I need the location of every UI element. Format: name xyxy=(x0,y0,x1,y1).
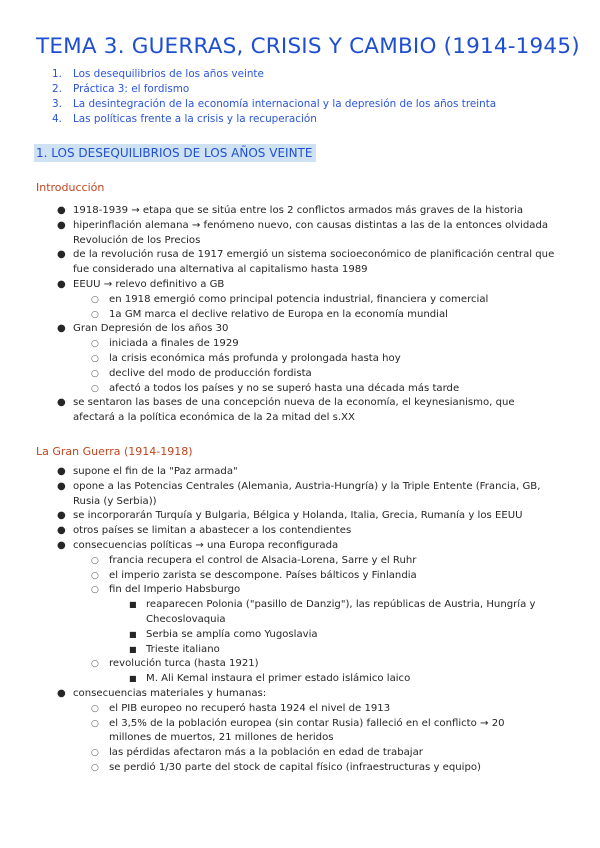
toc-number: 1. xyxy=(52,68,62,80)
bullet-square-icon: ■ xyxy=(129,674,137,684)
list-item-continuation: Revolución de los Precios xyxy=(73,234,201,246)
bullet-circle-icon: ○ xyxy=(91,703,99,714)
toc-number: 3. xyxy=(52,98,62,110)
toc-number: 4. xyxy=(52,113,62,125)
list-item-continuation: Rusia (y Serbia)) xyxy=(73,495,157,507)
section-heading: 1. LOS DESEQUILIBRIOS DE LOS AÑOS VEINTE xyxy=(34,144,316,162)
bullet-circle-icon: ○ xyxy=(91,555,99,566)
bullet-square-icon: ■ xyxy=(129,629,137,639)
bullet-circle-icon: ○ xyxy=(91,585,99,596)
toc-label: Práctica 3: el fordismo xyxy=(73,83,190,95)
table-of-contents xyxy=(52,67,496,127)
bullet-disc-icon: ● xyxy=(57,510,66,522)
list-item: ○ iniciada a finales de 1929 xyxy=(36,337,556,352)
list-item-continuation: afectará a la política económica de la 2a mitad del s.XX xyxy=(73,412,355,424)
list-item: ○ las pérdidas afectaron más a la población en edad de trabajar xyxy=(36,746,556,761)
list-item: ○ 1a GM marca el declive relativo de Europa en la economía mundial xyxy=(36,308,556,323)
list-item: ● de la revolución rusa de 1917 emergió un sistema socioeconómico de planificación central que xyxy=(36,248,556,263)
list-item: ● opone a las Potencias Centrales (Alemania, Austria-Hungría) y la Triple Entente (Francia, GB, xyxy=(36,480,556,495)
bullet-disc-icon: ● xyxy=(57,687,66,699)
list-item: ● se sentaron las bases de una concepción nueva de la economía, el keynesianismo, que xyxy=(36,396,556,411)
bullet-circle-icon: ○ xyxy=(91,718,99,729)
list-item-continuation: fue considerado una alternativa al capitalismo hasta 1989 xyxy=(73,264,368,276)
bullet-circle-icon: ○ xyxy=(91,294,99,305)
bullet-disc-icon: ● xyxy=(57,525,66,537)
list-item: ○ se perdió 1/30 parte del stock de capital físico (infraestructuras y equipo) xyxy=(36,761,556,776)
list-item-continuation: Checoslovaquia xyxy=(146,613,226,625)
toc-label: La desintegración de la economía internacional y la depresión de los años treinta xyxy=(73,98,497,110)
bullet-disc-icon: ● xyxy=(57,219,66,231)
toc-label: Las políticas frente a la crisis y la recuperación xyxy=(73,113,317,125)
list-item: ○ revolución turca (hasta 1921) xyxy=(36,657,556,672)
list-item: ● otros países se limitan a abastecer a los contendientes xyxy=(36,524,556,539)
bullet-circle-icon: ○ xyxy=(91,383,99,394)
list-item: ○ declive del modo de producción fordista xyxy=(36,367,556,382)
list-item: ● supone el fin de la "Paz armada" xyxy=(36,465,556,480)
bullet-disc-icon: ● xyxy=(57,205,66,216)
list-item: ○ la crisis económica más profunda y prolongada hasta hoy xyxy=(36,352,556,367)
bullet-disc-icon: ● xyxy=(57,278,66,290)
list-item: ○ el imperio zarista se descompone. Países bálticos y Finlandia xyxy=(36,569,556,584)
list-item: ○ en 1918 emergió como principal potencia industrial, financiera y comercial xyxy=(36,293,556,308)
toc-item xyxy=(52,112,496,127)
toc-item xyxy=(52,82,496,97)
list-item: ■ reaparecen Polonia ("pasillo de Danzig"), las repúblicas de Austria, Hungría y xyxy=(36,598,556,613)
list-item: ○ francia recupera el control de Alsacia-Lorena, Sarre y el Ruhr xyxy=(36,554,556,569)
list-item: ● Gran Depresión de los años 30 xyxy=(36,322,556,337)
toc-item xyxy=(52,67,496,82)
bullet-disc-icon: ● xyxy=(57,466,66,477)
bullet-disc-icon: ● xyxy=(57,249,66,261)
bullet-circle-icon: ○ xyxy=(91,762,99,773)
bullet-circle-icon: ○ xyxy=(91,570,99,581)
introduccion-list xyxy=(36,204,556,426)
list-item: ● EEUU → relevo definitivo a GB xyxy=(36,278,556,293)
list-item-continuation: millones de muertos, 21 millones de heridos xyxy=(109,732,334,744)
list-item: ■ M. Ali Kemal instaura el primer estado islámico laico xyxy=(36,672,556,687)
bullet-circle-icon: ○ xyxy=(91,368,99,379)
subheading-gran-guerra: La Gran Guerra (1914-1918) xyxy=(36,445,193,458)
bullet-disc-icon: ● xyxy=(57,539,66,551)
bullet-disc-icon: ● xyxy=(57,397,66,409)
bullet-circle-icon: ○ xyxy=(91,339,99,350)
list-item: ● se incorporarán Turquía y Bulgaria, Bélgica y Holanda, Italia, Grecia, Rumanía y los EEUU xyxy=(36,509,556,524)
gran-guerra-list xyxy=(36,465,556,776)
page-title: TEMA 3. GUERRAS, CRISIS Y CAMBIO (1914-1945) xyxy=(36,34,580,59)
list-item: ○ afectó a todos los países y no se superó hasta una década más tarde xyxy=(36,382,556,397)
toc-label: Los desequilibrios de los años veinte xyxy=(73,68,264,80)
bullet-circle-icon: ○ xyxy=(91,353,99,364)
bullet-square-icon: ■ xyxy=(129,644,137,654)
toc-number: 2. xyxy=(52,83,62,95)
list-item: ● consecuencias políticas → una Europa reconfigurada xyxy=(36,539,556,554)
list-item: ■ Trieste italiano xyxy=(36,643,556,658)
bullet-square-icon: ■ xyxy=(129,600,137,610)
list-item: ● hiperinflación alemana → fenómeno nuevo, con causas distintas a las de la entonces olvidada xyxy=(36,219,556,234)
bullet-circle-icon: ○ xyxy=(91,309,99,320)
list-item: ● 1918-1939 → etapa que se sitúa entre los 2 conflictos armados más graves de la historia xyxy=(36,204,556,219)
list-item: ■ Serbia se amplía como Yugoslavia xyxy=(36,628,556,643)
list-item: ○ el 3,5% de la población europea (sin contar Rusia) falleció en el conflicto → 20 xyxy=(36,717,556,732)
bullet-circle-icon: ○ xyxy=(91,659,99,670)
list-item: ○ el PIB europeo no recuperó hasta 1924 el nivel de 1913 xyxy=(36,702,556,717)
subheading-introduccion: Introducción xyxy=(36,181,105,194)
bullet-disc-icon: ● xyxy=(57,323,66,335)
list-item: ○ fin del Imperio Habsburgo xyxy=(36,583,556,598)
bullet-disc-icon: ● xyxy=(57,480,66,492)
toc-item xyxy=(52,97,496,112)
bullet-circle-icon: ○ xyxy=(91,748,99,759)
list-item: ● consecuencias materiales y humanas: xyxy=(36,687,556,702)
